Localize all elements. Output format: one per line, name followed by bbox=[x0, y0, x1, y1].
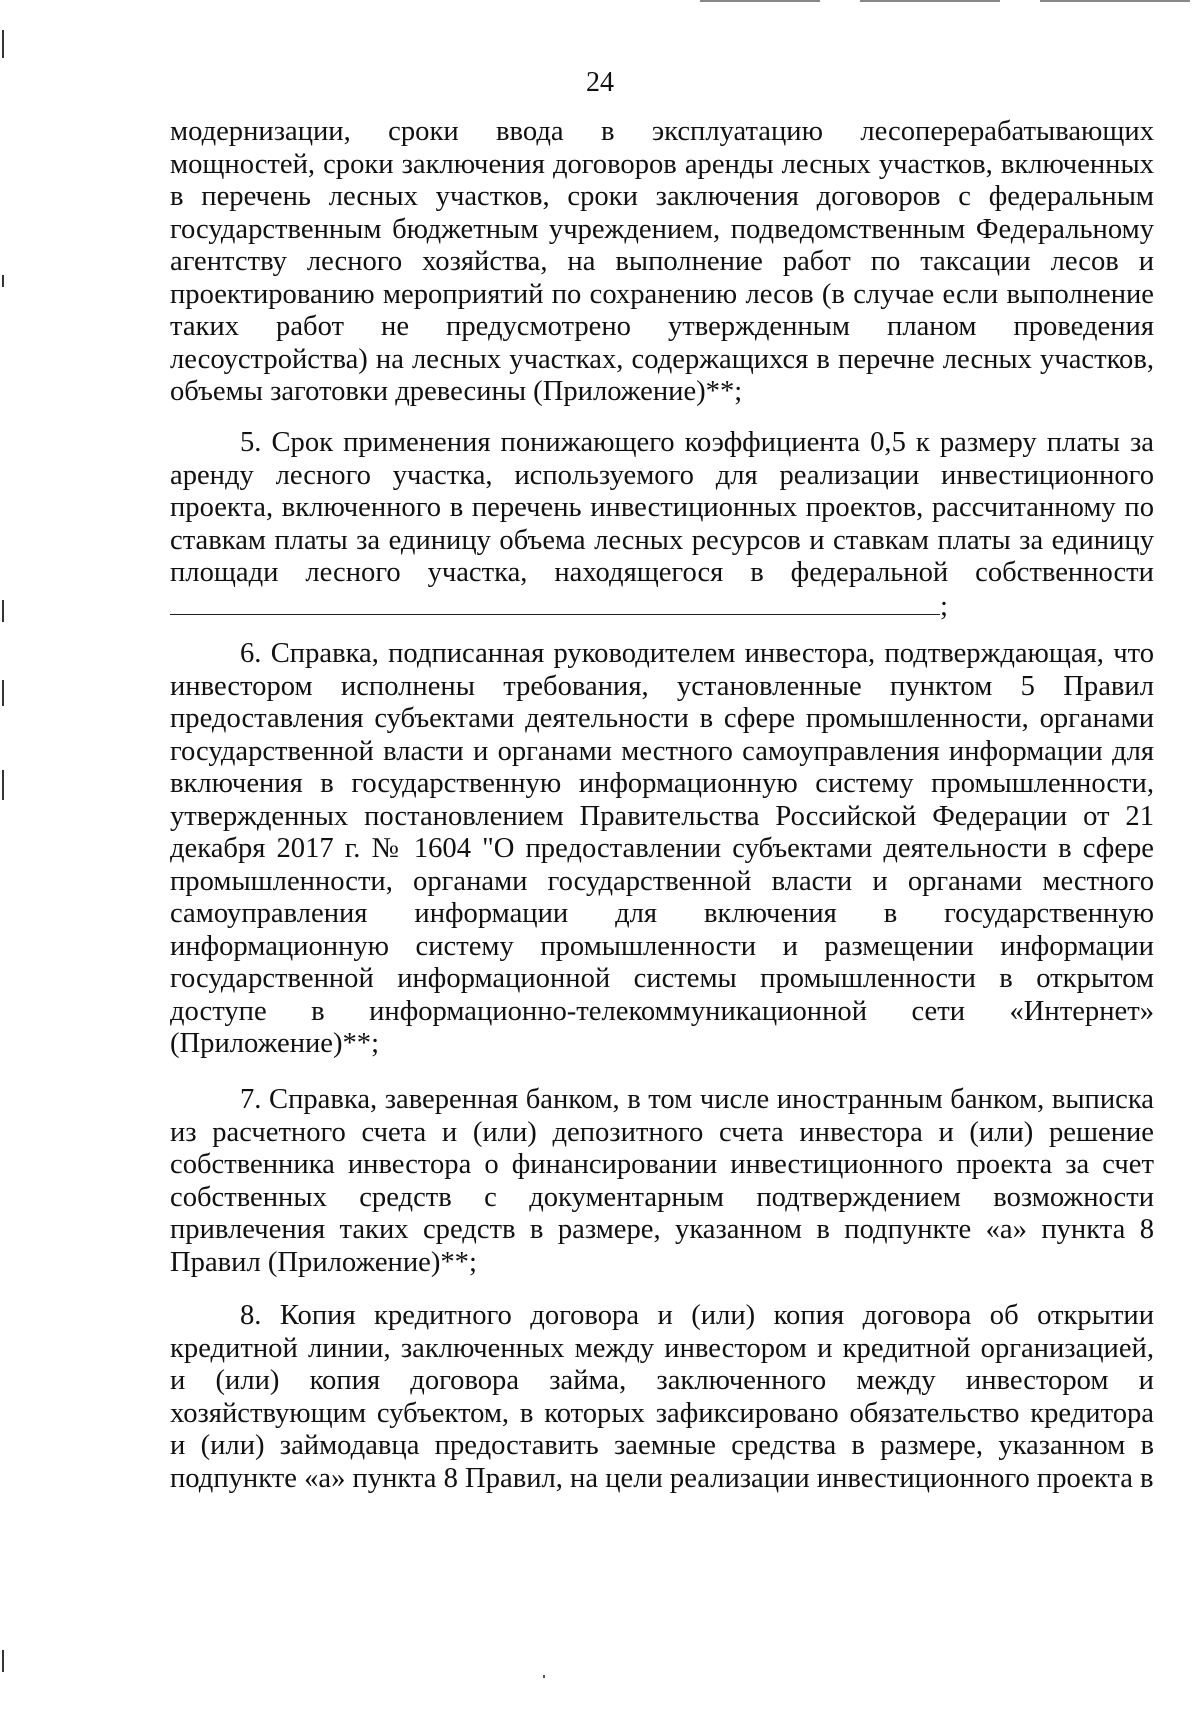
paragraph-text: модернизации, сроки ввода в эксплуатацию лесоперерабатывающих мощностей, сроки заключения договоров аренды лесных участков, включенных в перечень лесных участков, сроки заключения договоров с федеральным государственным бюджетным учреждением, подведомственным Федеральному агентству лесного хозяйства, на выполнение работ по таксации лесов и проектированию мероприятий по сохранению лесов (в случае если выполнение таких работ не предусмотрено утвержденным планом проведения лесоустройства) на лесных участках, содержащихся в перечне лесных участков, объемы заготовки древесины (Приложение)**; bbox=[170, 116, 1154, 407]
scan-dot bbox=[543, 1675, 545, 1678]
paragraph-item-6 bbox=[170, 638, 1154, 1061]
paragraph-item-8 bbox=[170, 1300, 1154, 1495]
paragraph-end-mark: ; bbox=[940, 590, 948, 622]
paragraph-text: 7. Справка, заверенная банком, в том числе иностранным банком, выписка из расчетного счета и (или) депозитного счета инвестора и (или) решение собственника инвестора о финансировании инвестиционного проекта за счет собственных средств с документарным подтверждением возможности привлечения таких средств в размере, указанном в подпункте «а» пункта 8 Правил (Приложение)**; bbox=[170, 1084, 1154, 1278]
scan-edge-left bbox=[2, 1650, 4, 1672]
paragraph-continuation bbox=[170, 116, 1154, 409]
paragraph-item-7 bbox=[170, 1084, 1154, 1279]
paragraph-text: 6. Справка, подписанная руководителем инвестора, подтверждающая, что инвестором исполнены требования, установленные пунктом 5 Правил предоставления субъектами деятельности в сфере промышленности, органами государственной власти и органами местного самоуправления информации для включения в государственную информационную систему промышленности, утвержденных постановлением Правительства Российской Федерации от 21 декабря 2017 г. № 1604 "О предоставлении субъектами деятельности в сфере промышленности, органами государственной власти и органами местного самоуправления информации для включения в государственную информационную систему промышленности и размещении информации государственной информационной системы промышленности в открытом доступе в информационно-телекоммуникационной сети «Интернет» (Приложение)**; bbox=[170, 638, 1154, 1059]
scan-edge-left bbox=[2, 600, 4, 622]
paragraph-text: 8. Копия кредитного договора и (или) копия договора об открытии кредитной линии, заключенных между инвестором и кредитной организацией, и (или) копия договора займа, заключенного между инвестором и хозяйствующим субъектом, в которых зафиксировано обязательство кредитора и (или) займодавца предоставить заемные средства в размере, указанном в подпункте «а» пункта 8 Правил, на цели реализации инвестиционного проекта в bbox=[170, 1300, 1154, 1494]
scan-edge-left bbox=[2, 680, 4, 706]
scan-edge-top bbox=[860, 0, 1000, 2]
scan-edge-left bbox=[2, 30, 4, 58]
scan-edge-left bbox=[2, 770, 4, 800]
paragraph-text: 5. Срок применения понижающего коэффициента 0,5 к размеру платы за аренду лесного участка, используемого для реализации инвестиционного проекта, включенного в перечень инвестиционных проектов, рассчитанному по ставкам платы за единицу объема лесных ресурсов и ставкам платы за единицу площади лесного участка, находящегося в федеральной собственности bbox=[170, 427, 1154, 588]
paragraph-item-5 bbox=[170, 427, 1154, 623]
scan-edge-top bbox=[1040, 0, 1190, 2]
scan-edge-left bbox=[2, 275, 4, 287]
paragraph-text-wrapper bbox=[170, 427, 1154, 623]
page-number: 24 bbox=[586, 67, 614, 98]
scan-edge-top bbox=[700, 0, 820, 2]
blank-fill-line bbox=[170, 590, 940, 615]
